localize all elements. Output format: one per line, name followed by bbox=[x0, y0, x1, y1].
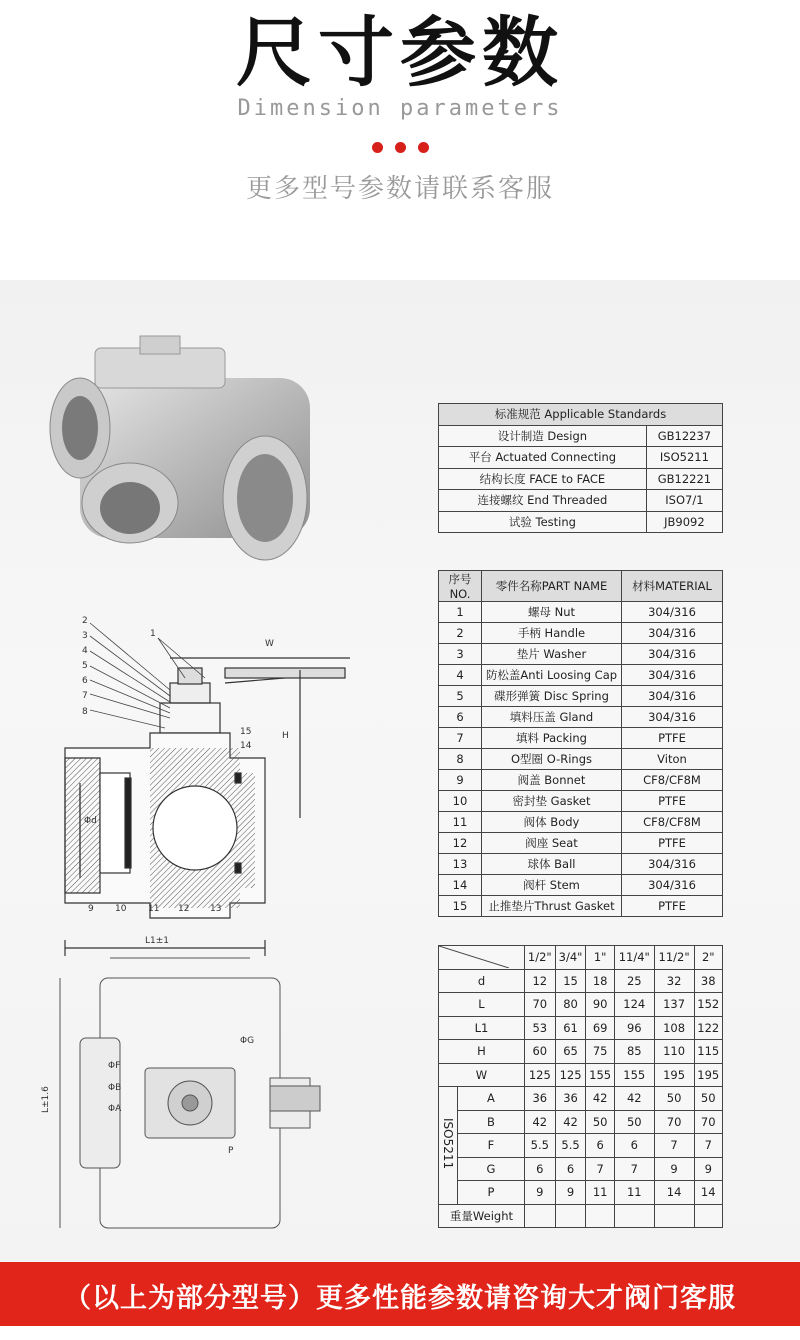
col-no: 序号NO. bbox=[439, 571, 482, 602]
table-row: L1 53 61 69 96 108 122 bbox=[439, 1016, 723, 1040]
table-row: B 42 42 50 50 70 70 bbox=[439, 1110, 723, 1134]
standards-table bbox=[438, 403, 723, 533]
size-header: 1/2" bbox=[524, 946, 555, 970]
section-drawing bbox=[65, 658, 350, 956]
dim-l: L±1.6 bbox=[41, 1086, 51, 1113]
footer-banner bbox=[0, 1262, 800, 1326]
table-row: 1 螺母 Nut 304/316 bbox=[439, 602, 723, 623]
callout-1: 1 bbox=[150, 629, 156, 639]
callout-2: 2 bbox=[82, 616, 88, 626]
dim-g: ΦG bbox=[240, 1036, 255, 1046]
table-row: G 6 6 7 7 9 9 bbox=[439, 1157, 723, 1181]
page-title: 尺寸参数 bbox=[236, 8, 564, 97]
table-row: 平台 Actuated Connecting ISO5211 bbox=[439, 447, 723, 469]
dim-p: P bbox=[228, 1146, 234, 1156]
col-part-name: 零件名称PART NAME bbox=[482, 571, 622, 602]
size-header: 2" bbox=[694, 946, 723, 970]
table-row: 连接螺纹 End Threaded ISO7/1 bbox=[439, 490, 723, 512]
dot-icon bbox=[418, 142, 429, 153]
standards-heading: 标准规范 Applicable Standards bbox=[439, 404, 723, 426]
table-row: 结构长度 FACE to FACE GB12221 bbox=[439, 468, 723, 490]
callout-4: 4 bbox=[82, 646, 88, 656]
iso-label: ISO5211 bbox=[439, 1087, 458, 1205]
callout-9: 9 bbox=[88, 904, 94, 914]
size-header: 1" bbox=[586, 946, 614, 970]
dim-a: ΦA bbox=[108, 1104, 122, 1114]
contact-hint: 更多型号参数请联系客服 bbox=[245, 174, 554, 204]
table-row: 7 填料 Packing PTFE bbox=[439, 728, 723, 749]
table-row: 试验 Testing JB9092 bbox=[439, 511, 723, 533]
decorative-dots bbox=[0, 138, 800, 157]
bottom-strip bbox=[0, 1326, 800, 1340]
callout-5: 5 bbox=[82, 661, 88, 671]
size-header: 11/2" bbox=[654, 946, 694, 970]
corner-cell bbox=[439, 946, 525, 970]
col-material: 材料MATERIAL bbox=[622, 571, 723, 602]
dim-w: W bbox=[265, 639, 274, 649]
header bbox=[0, 0, 800, 280]
table-row: 15 止推垫片Thrust Gasket PTFE bbox=[439, 896, 723, 917]
parts-table bbox=[438, 570, 723, 917]
callout-3: 3 bbox=[82, 631, 88, 641]
table-row: F 5.5 5.5 6 6 7 7 bbox=[439, 1134, 723, 1158]
table-row: 13 球体 Ball 304/316 bbox=[439, 854, 723, 875]
dimensions-table bbox=[438, 945, 723, 1228]
table-row: 6 填料压盖 Gland 304/316 bbox=[439, 707, 723, 728]
table-row: 8 O型圈 O-Rings Viton bbox=[439, 749, 723, 770]
valve-drawing bbox=[40, 318, 400, 1238]
callout-8: 8 bbox=[82, 707, 88, 717]
table-row: ISO5211 A 36 36 42 42 50 50 bbox=[439, 1087, 723, 1111]
dim-d: Φd bbox=[84, 816, 97, 826]
table-row: 14 阀杆 Stem 304/316 bbox=[439, 875, 723, 896]
table-row: 12 阀座 Seat PTFE bbox=[439, 833, 723, 854]
page-subtitle-en: Dimension parameters bbox=[237, 96, 563, 121]
weight-row: 重量Weight bbox=[439, 1204, 723, 1228]
dim-b: ΦB bbox=[108, 1083, 122, 1093]
callout-12: 12 bbox=[178, 904, 190, 914]
size-header: 11/4" bbox=[614, 946, 654, 970]
table-row: 9 阀盖 Bonnet CF8/CF8M bbox=[439, 770, 723, 791]
callout-7: 7 bbox=[82, 691, 88, 701]
table-row: 4 防松盖Anti Loosing Cap 304/316 bbox=[439, 665, 723, 686]
valve-photo bbox=[50, 336, 310, 560]
table-row: 3 垫片 Washer 304/316 bbox=[439, 644, 723, 665]
table-row: P 9 9 11 11 14 14 bbox=[439, 1181, 723, 1205]
table-row: 5 碟形弹簧 Disc Spring 304/316 bbox=[439, 686, 723, 707]
table-row: 11 阀体 Body CF8/CF8M bbox=[439, 812, 723, 833]
table-row: 2 手柄 Handle 304/316 bbox=[439, 623, 723, 644]
table-row: W 125 125 155 155 195 195 bbox=[439, 1063, 723, 1087]
table-row: 10 密封垫 Gasket PTFE bbox=[439, 791, 723, 812]
size-header: 3/4" bbox=[555, 946, 586, 970]
dim-f: ΦF bbox=[108, 1061, 121, 1071]
table-row: 设计制造 Design GB12237 bbox=[439, 425, 723, 447]
dim-h: H bbox=[282, 731, 289, 741]
table-row: H 60 65 75 85 110 115 bbox=[439, 1040, 723, 1064]
table-row: d 12 15 18 25 32 38 bbox=[439, 969, 723, 993]
callout-11: 11 bbox=[148, 904, 160, 914]
callout-6: 6 bbox=[82, 676, 88, 686]
dim-l1: L1±1 bbox=[145, 936, 170, 946]
dot-icon bbox=[372, 142, 383, 153]
plan-drawing bbox=[60, 958, 320, 1228]
callout-10: 10 bbox=[115, 904, 127, 914]
footer-text: （以上为部分型号）更多性能参数请咨询大才阀门客服 bbox=[64, 1283, 736, 1314]
table-row: L 70 80 90 124 137 152 bbox=[439, 993, 723, 1017]
callout-14: 14 bbox=[240, 741, 252, 751]
dot-icon bbox=[395, 142, 406, 153]
callout-13: 13 bbox=[210, 904, 222, 914]
callout-15: 15 bbox=[240, 727, 252, 737]
